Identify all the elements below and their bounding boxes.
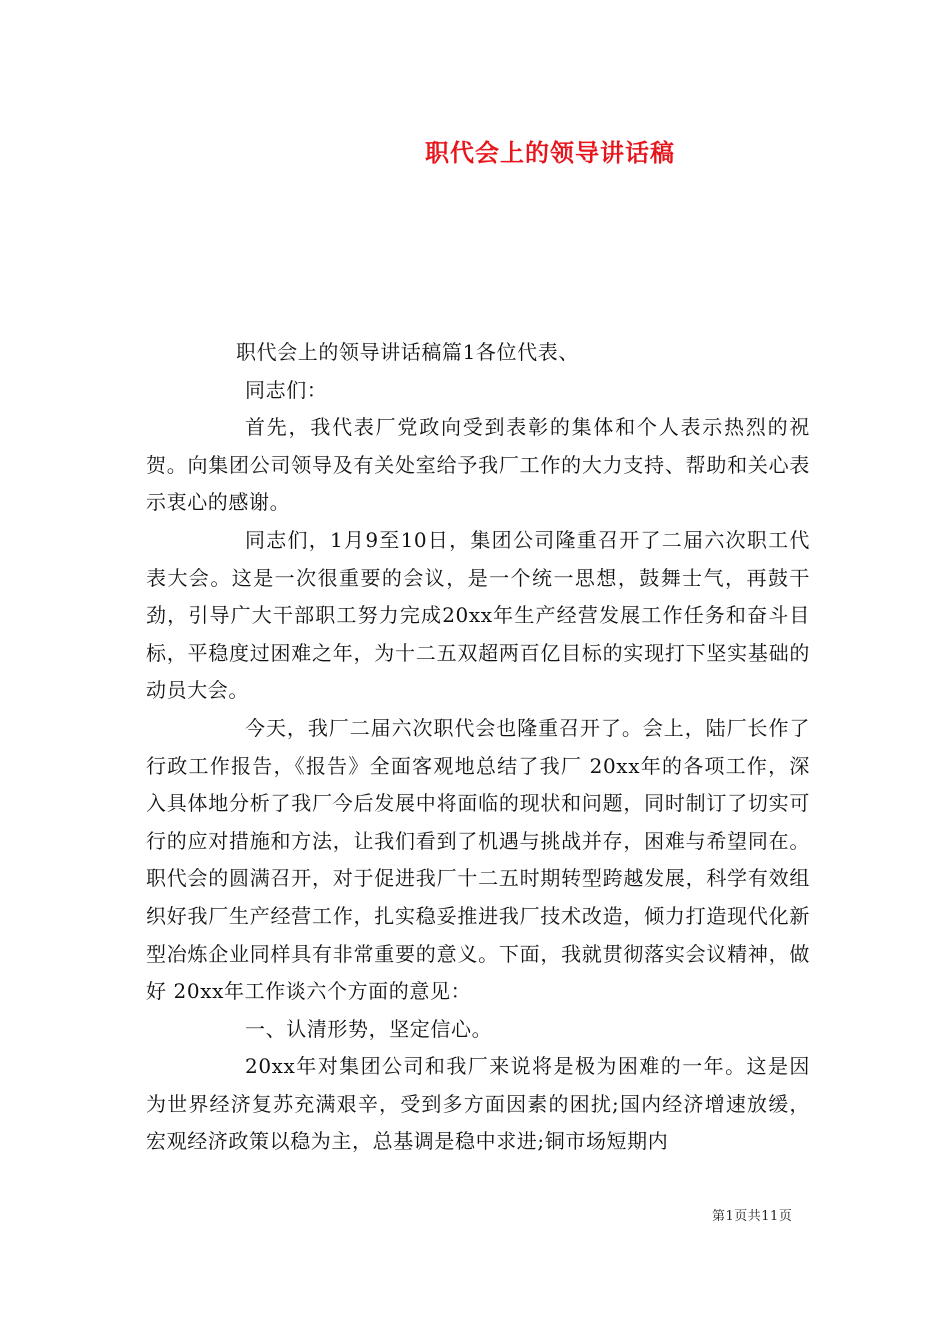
paragraph-thanks: 首先，我代表厂党政向受到表彰的集体和个人表示热烈的祝贺。向集团公司领导及有关处室给予我厂工作的大力支持、帮助和关心表示衷心的感谢。 bbox=[146, 415, 810, 515]
document-body bbox=[146, 334, 810, 1161]
document-title: 职代会上的领导讲话稿 bbox=[425, 138, 675, 167]
paragraph-salutation: 同志们： bbox=[245, 377, 328, 402]
paragraph-group-congress: 同志们，1月9至10日，集团公司隆重召开了二届六次职工代表大会。这是一次很重要的会议，是一个统一思想，鼓舞士气，再鼓干劲，引导广大干部职工努力完成20xx年生产经营发展工作任务和奋斗目标，平稳度过困难之年，为十二五双超两百亿目标的实现打下坚实基础的动员大会。 bbox=[146, 527, 810, 703]
paragraph-factory-congress: 今天，我厂二届六次职代会也隆重召开了。会上，陆厂长作了行政工作报告，《报告》全面客观地总结了我厂 20xx年的各项工作，深入具体地分析了我厂今后发展中将面临的现状和问题，同时制订了切实可行的应对措施和方法，让我们看到了机遇与挑战并存，困难与希望同在。职代会的圆满召开，对于促进我厂十二五时期转型跨越发展，科学有效组织好我厂生产经营工作，扎实稳妥推进我厂技术改造，倾力打造现代化新型冶炼企业同样具有非常重要的意义。下面，我就贯彻落实会议精神，做好 20xx年工作谈六个方面的意见： bbox=[146, 715, 810, 1004]
paragraph-situation: 20xx年对集团公司和我厂来说将是极为困难的一年。这是因为世界经济复苏充满艰辛，受到多方面因素的困扰;国内经济增速放缓，宏观经济政策以稳为主，总基调是稳中求进;铜市场短期内 bbox=[146, 1054, 810, 1154]
paragraph-section-heading: 一、认清形势，坚定信心。 bbox=[245, 1016, 493, 1041]
paragraph-opening: 职代会上的领导讲话稿篇1各位代表、 bbox=[236, 340, 579, 364]
page-number-footer: 第1页共11页 bbox=[712, 1209, 793, 1224]
